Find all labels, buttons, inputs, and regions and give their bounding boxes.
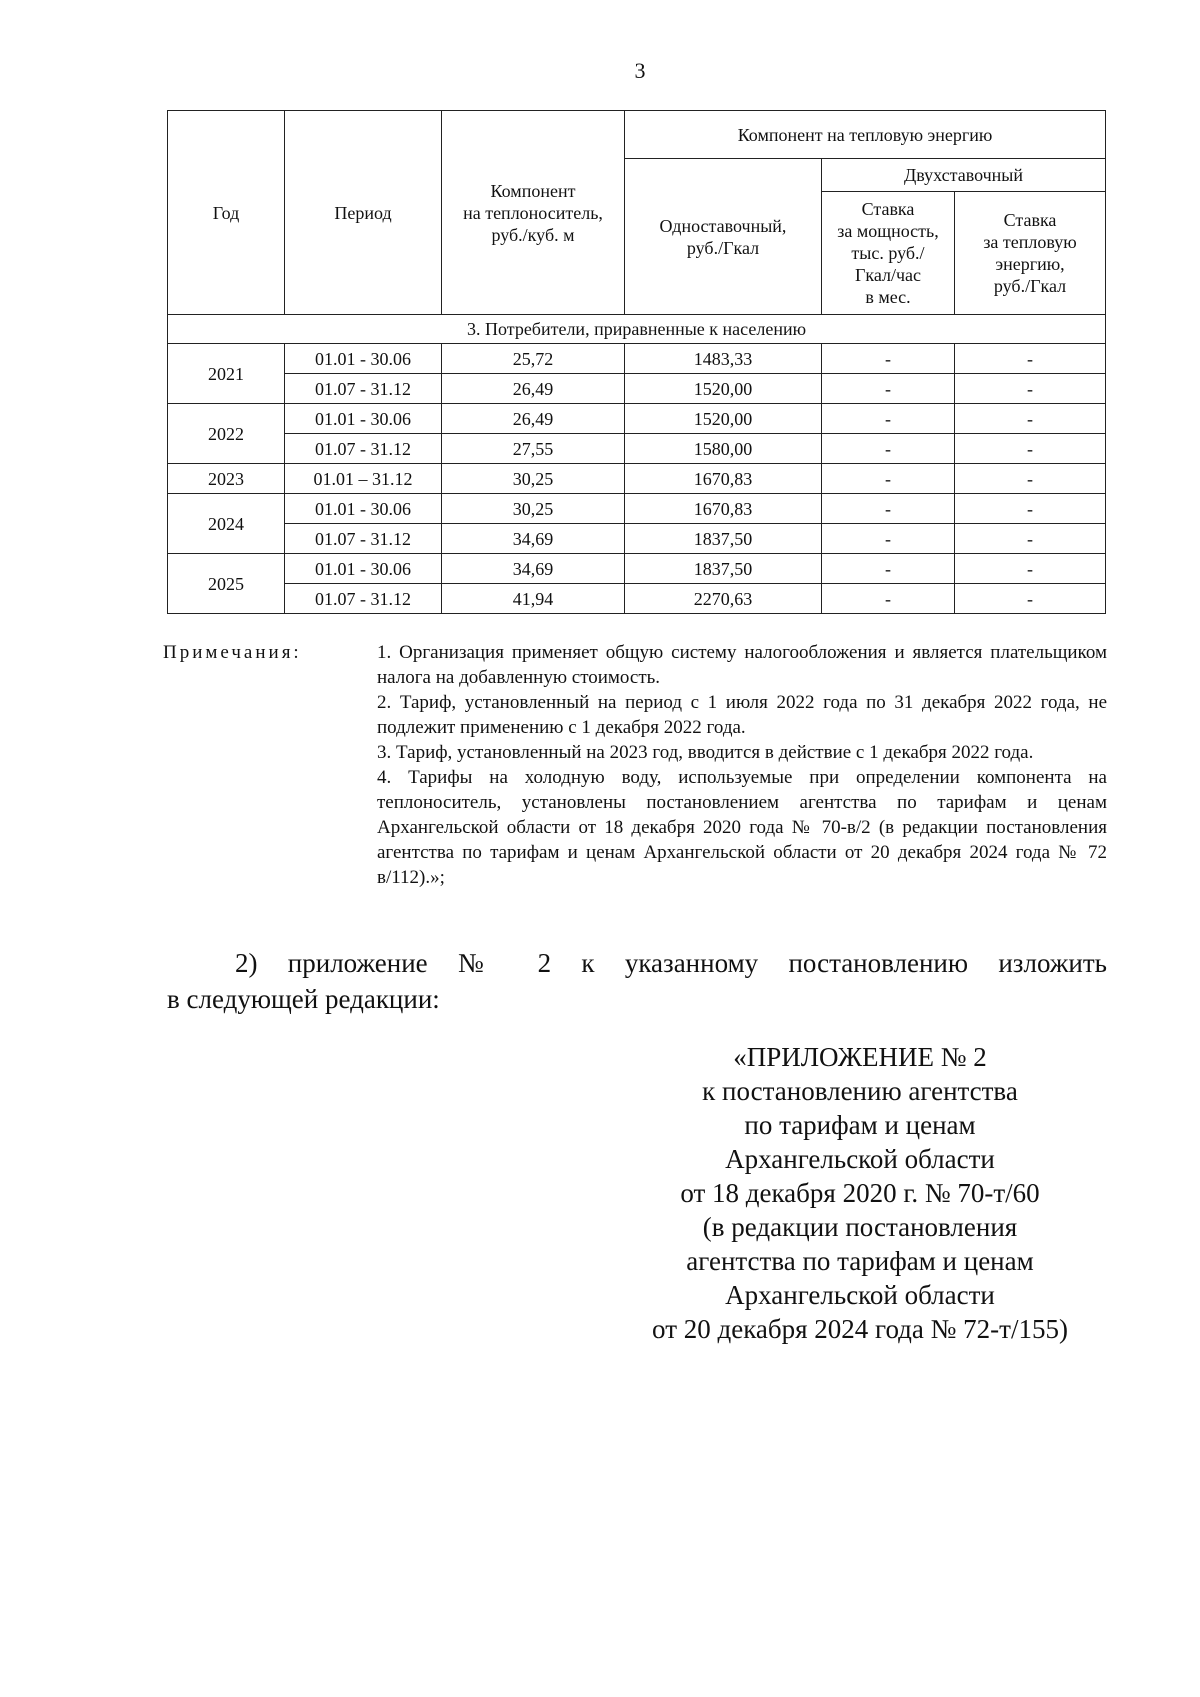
- header-line: Компонент: [490, 180, 576, 201]
- appendix-line: от 20 декабря 2024 года № 72-т/155): [652, 1314, 1068, 1344]
- cell-capacity: -: [822, 374, 955, 404]
- tariff-table: [167, 110, 1106, 614]
- table-row: [168, 464, 1106, 494]
- cell-year: 2024: [168, 494, 285, 554]
- cell-year: 2022: [168, 404, 285, 464]
- cell-capacity: -: [822, 404, 955, 434]
- directive-line-1: 2) приложение № 2 к указанному постановлению изложить: [235, 948, 1107, 978]
- cell-energy: -: [955, 404, 1106, 434]
- appendix-line: от 18 декабря 2020 г. № 70-т/60: [680, 1178, 1040, 1208]
- cell-single: 1837,50: [625, 554, 822, 584]
- cell-coolant: 25,72: [442, 344, 625, 374]
- header-year: Год: [168, 111, 285, 315]
- cell-capacity: -: [822, 554, 955, 584]
- cell-energy: -: [955, 494, 1106, 524]
- header-heat-component: Компонент на тепловую энергию: [625, 111, 1106, 159]
- cell-single: 1670,83: [625, 494, 822, 524]
- cell-coolant: 30,25: [442, 494, 625, 524]
- notes-label: Примечания:: [163, 642, 302, 663]
- cell-period: 01.07 - 31.12: [285, 434, 442, 464]
- cell-energy: -: [955, 374, 1106, 404]
- cell-energy: -: [955, 434, 1106, 464]
- appendix-line: к постановлению агентства: [702, 1076, 1018, 1106]
- cell-single: 2270,63: [625, 584, 822, 614]
- cell-coolant: 34,69: [442, 524, 625, 554]
- cell-coolant: 26,49: [442, 404, 625, 434]
- cell-coolant: 34,69: [442, 554, 625, 584]
- cell-year: 2023: [168, 464, 285, 494]
- cell-period: 01.07 - 31.12: [285, 374, 442, 404]
- table-row: [168, 344, 1106, 374]
- header-line: руб./Гкал: [686, 237, 760, 258]
- table-row: [168, 584, 1106, 614]
- header-energy-rate: [955, 192, 1106, 315]
- cell-single: 1483,33: [625, 344, 822, 374]
- header-line: Одноставочный,: [659, 215, 787, 236]
- header-line: Ставка: [861, 199, 915, 219]
- cell-single: 1837,50: [625, 524, 822, 554]
- header-line: руб./Гкал: [993, 276, 1067, 296]
- cell-period: 01.07 - 31.12: [285, 524, 442, 554]
- cell-period: 01.01 – 31.12: [285, 464, 442, 494]
- section-title: 3. Потребители, приравненные к населению: [168, 315, 1106, 344]
- header-line: Ставка: [1003, 210, 1057, 230]
- table-row: [168, 524, 1106, 554]
- directive-line-2: в следующей редакции:: [167, 984, 440, 1014]
- cell-coolant: 26,49: [442, 374, 625, 404]
- cell-year: 2025: [168, 554, 285, 614]
- table-row: [168, 434, 1106, 464]
- header-line: на теплоноситель,: [463, 202, 603, 223]
- cell-capacity: -: [822, 584, 955, 614]
- cell-coolant: 30,25: [442, 464, 625, 494]
- cell-capacity: -: [822, 464, 955, 494]
- cell-capacity: -: [822, 344, 955, 374]
- appendix-line: (в редакции постановления: [702, 1212, 1018, 1242]
- cell-single: 1580,00: [625, 434, 822, 464]
- cell-capacity: -: [822, 524, 955, 554]
- cell-period: 01.01 - 30.06: [285, 344, 442, 374]
- header-line: Гкал/час: [854, 265, 922, 285]
- cell-energy: -: [955, 464, 1106, 494]
- table-row: [168, 404, 1106, 434]
- appendix-line: Архангельской области: [725, 1144, 995, 1174]
- cell-capacity: -: [822, 494, 955, 524]
- cell-period: 01.01 - 30.06: [285, 554, 442, 584]
- header-line: руб./куб. м: [491, 224, 575, 245]
- page-number: 3: [634, 58, 646, 83]
- cell-period: 01.01 - 30.06: [285, 404, 442, 434]
- header-coolant-component: [442, 111, 625, 315]
- appendix-line: агентства по тарифам и ценам: [686, 1246, 1034, 1276]
- cell-single: 1520,00: [625, 374, 822, 404]
- cell-energy: -: [955, 584, 1106, 614]
- cell-energy: -: [955, 554, 1106, 584]
- notes-list: [377, 640, 1107, 890]
- appendix-heading: [600, 1040, 1120, 1346]
- table-row: [168, 494, 1106, 524]
- cell-period: 01.07 - 31.12: [285, 584, 442, 614]
- header-two-rate: Двухставочный: [822, 159, 1106, 192]
- appendix-line: Архангельской области: [725, 1280, 995, 1310]
- note-item: 2. Тариф, установленный на период с 1 июля 2022 года по 31 декабря 2022 года, не подлежит применению с 1 декабря 2022 года.: [377, 692, 1107, 738]
- header-line: за тепловую: [983, 232, 1077, 252]
- header-line: тыс. руб./: [851, 243, 925, 263]
- header-line: в мес.: [865, 287, 911, 307]
- header-line: за мощность,: [837, 221, 939, 241]
- cell-energy: -: [955, 524, 1106, 554]
- header-line: энергию,: [995, 254, 1065, 274]
- cell-coolant: 41,94: [442, 584, 625, 614]
- cell-period: 01.01 - 30.06: [285, 494, 442, 524]
- note-item: 4. Тарифы на холодную воду, используемые при определении компонента на теплоноситель, установлены постановлением агентства по тарифам и ценам Архангельской области от 18 декабря 2020 года № 70-в/2 (в редакции постановления агентства по тарифам и ценам Архангельской области от 20 декабря 2024 года № 72 в/112).»;: [377, 767, 1107, 888]
- header-single-rate: [625, 159, 822, 315]
- cell-energy: -: [955, 344, 1106, 374]
- cell-year: 2021: [168, 344, 285, 404]
- cell-coolant: 27,55: [442, 434, 625, 464]
- cell-single: 1520,00: [625, 404, 822, 434]
- note-item: 1. Организация применяет общую систему налогообложения и является плательщиком налога на добавленную стоимость.: [377, 642, 1107, 688]
- appendix-line: «ПРИЛОЖЕНИЕ № 2: [733, 1042, 987, 1072]
- appendix-line: по тарифам и ценам: [744, 1110, 976, 1140]
- table-row: [168, 554, 1106, 584]
- cell-capacity: -: [822, 434, 955, 464]
- cell-single: 1670,83: [625, 464, 822, 494]
- header-capacity-rate: [822, 192, 955, 315]
- table-row: [168, 374, 1106, 404]
- header-period: Период: [285, 111, 442, 315]
- note-item: 3. Тариф, установленный на 2023 год, вводится в действие с 1 декабря 2022 года.: [377, 742, 1034, 763]
- directive-paragraph: [167, 945, 1107, 1017]
